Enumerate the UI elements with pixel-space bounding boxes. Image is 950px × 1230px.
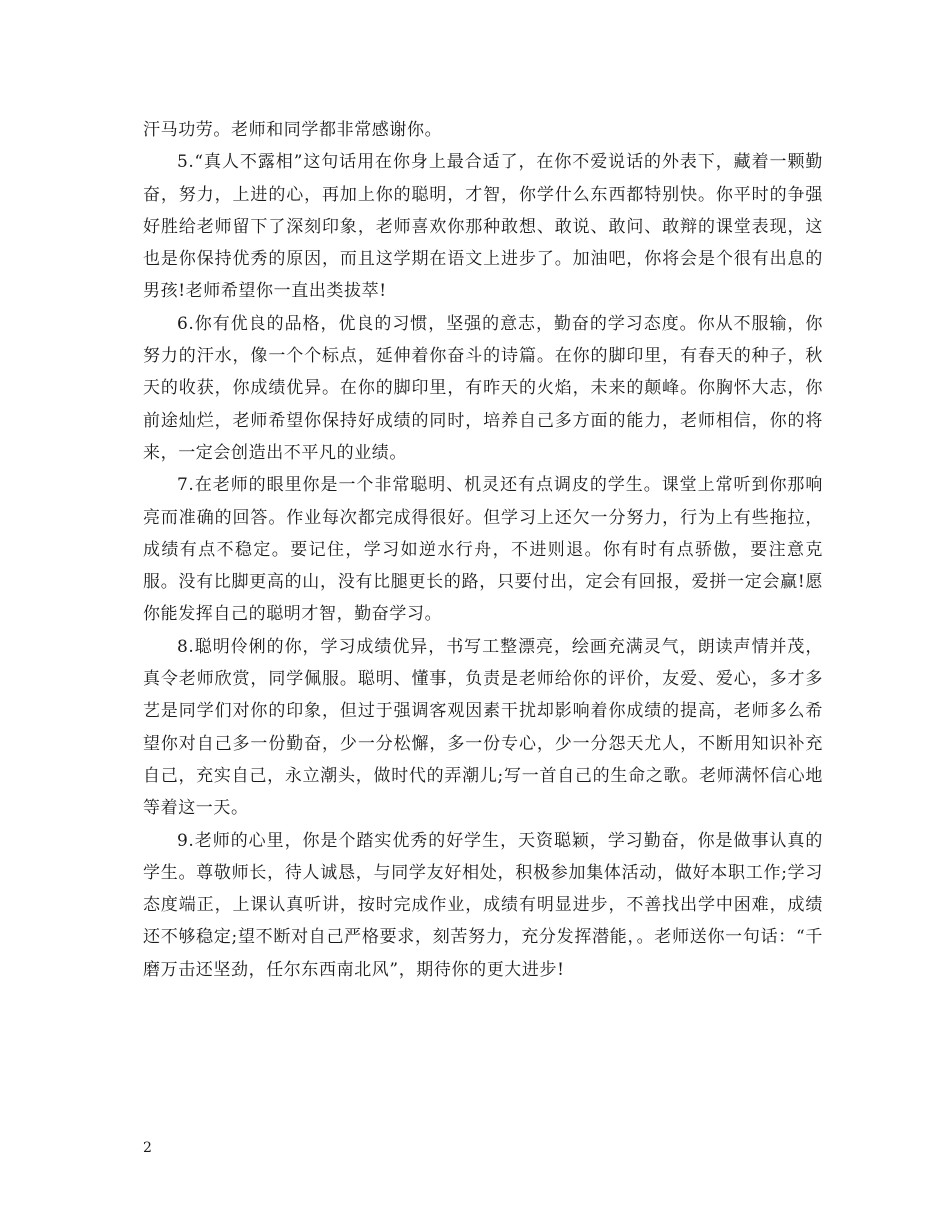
paragraph-comment-8: 8.聪明伶俐的你，学习成绩优异，书写工整漂亮，绘画充满灵气，朗读声情并茂，真令老师欣赏，同学佩服。聪明、懂事，负责是老师给你的评价，友爱、爱心，多才多艺是同学们对你的印象，但过于强调客观因素干扰却影响着你成绩的提高，老师多么希望你对自己多一份勤奋，少一分松懈，多一份专心，少一分怨天尤人，不断用知识补充自己，充实自己，永立潮头，做时代的弄潮儿;写一首自己的生命之歌。老师满怀信心地等着这一天。	[143, 636, 823, 819]
paragraph-continued: 汗马功劳。老师和同学都非常感谢你。	[143, 120, 443, 140]
page-number: 2	[143, 1140, 152, 1156]
paragraph-comment-5: 5.“真人不露相”这句话用在你身上最合适了，在你不爱说话的外表下，藏着一颗勤奋，努力，上进的心，再加上你的聪明，才智，你学什么东西都特别快。你平时的争强好胜给老师留下了深刻印象，老师喜欢你那种敢想、敢说、敢问、敢辩的课堂表现，这也是你保持优秀的原因，而且这学期在语文上进步了。加油吧，你将会是个很有出息的男孩!老师希望你一直出类拔萃!	[143, 152, 823, 302]
body-text	[143, 114, 823, 986]
paragraph-comment-9: 9.老师的心里，你是个踏实优秀的好学生，天资聪颖，学习勤奋，你是做事认真的学生。尊敬师长，待人诚恳，与同学友好相处，积极参加集体活动，做好本职工作;学习态度端正，上课认真听讲，按时完成作业，成绩有明显进步，不善找出学中困难，成绩还不够稳定;望不断对自己严格要求，刻苦努力，充分发挥潜能，。老师送你一句话：“千磨万击还坚劲，任尔东西南北风”，期待你的更大进步!	[143, 830, 823, 980]
paragraph-comment-7: 7.在老师的眼里你是一个非常聪明、机灵还有点调皮的学生。课堂上常听到你那响亮而准确的回答。作业每次都完成得很好。但学习上还欠一分努力，行为上有些拖拉，成绩有点不稳定。要记住，学习如逆水行舟，不进则退。你有时有点骄傲，要注意克服。没有比脚更高的山，没有比腿更长的路，只要付出，定会有回报，爱拼一定会赢!愿你能发挥自己的聪明才智，勤奋学习。	[143, 475, 823, 625]
paragraph-comment-6: 6.你有优良的品格，优良的习惯，坚强的意志，勤奋的学习态度。你从不服输，你努力的汗水，像一个个标点，延伸着你奋斗的诗篇。在你的脚印里，有春天的种子，秋天的收获，你成绩优异。在你的脚印里，有昨天的火焰，未来的颠峰。你胸怀大志，你前途灿烂，老师希望你保持好成绩的同时，培养自己多方面的能力，老师相信，你的将来，一定会创造出不平凡的业绩。	[143, 313, 823, 463]
